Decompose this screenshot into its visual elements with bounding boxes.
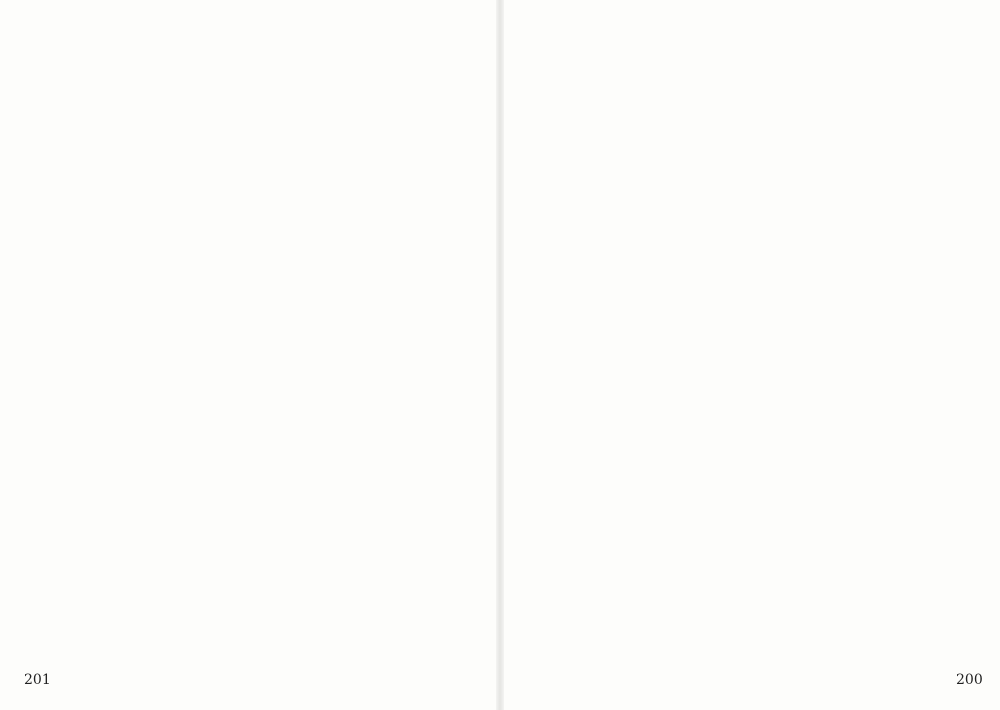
text-column <box>539 18 556 658</box>
text-column <box>824 18 841 658</box>
text-column <box>69 18 86 658</box>
text-column <box>862 18 879 658</box>
text-column <box>243 18 260 658</box>
text-column <box>88 18 105 658</box>
text-column <box>302 18 319 658</box>
text-column <box>615 18 632 658</box>
text-column <box>691 18 708 658</box>
text-column <box>418 18 435 658</box>
text-column <box>767 18 784 658</box>
text-column <box>900 18 917 658</box>
text-column <box>224 18 241 658</box>
text-column <box>843 18 860 658</box>
text-column <box>321 18 338 658</box>
text-column <box>360 18 377 658</box>
text-column <box>520 18 537 658</box>
text-column <box>49 18 66 658</box>
text-column <box>710 18 727 658</box>
text-column <box>748 18 765 658</box>
text-column <box>399 18 416 658</box>
right-page-text-block <box>520 18 974 658</box>
text-column <box>341 18 358 658</box>
text-column <box>729 18 746 658</box>
page-number: 201 <box>24 672 51 688</box>
text-column <box>577 18 594 658</box>
text-column <box>457 18 474 658</box>
text-column <box>957 18 974 658</box>
text-column <box>672 18 689 658</box>
right-page <box>500 0 1000 710</box>
text-column <box>634 18 651 658</box>
left-page-text-block <box>30 18 474 658</box>
text-column <box>127 18 144 658</box>
text-column <box>786 18 803 658</box>
text-column <box>379 18 396 658</box>
text-column <box>185 18 202 658</box>
text-column <box>166 18 183 658</box>
text-column <box>596 18 613 658</box>
text-column <box>919 18 936 658</box>
text-column <box>146 18 163 658</box>
text-column <box>30 18 47 658</box>
page-number: 200 <box>956 672 983 688</box>
text-column <box>438 18 455 658</box>
text-column <box>938 18 955 658</box>
text-column <box>205 18 222 658</box>
text-column <box>263 18 280 658</box>
text-column <box>881 18 898 658</box>
text-column <box>805 18 822 658</box>
text-column <box>282 18 299 658</box>
text-column <box>558 18 575 658</box>
text-column <box>653 18 670 658</box>
text-column <box>108 18 125 658</box>
